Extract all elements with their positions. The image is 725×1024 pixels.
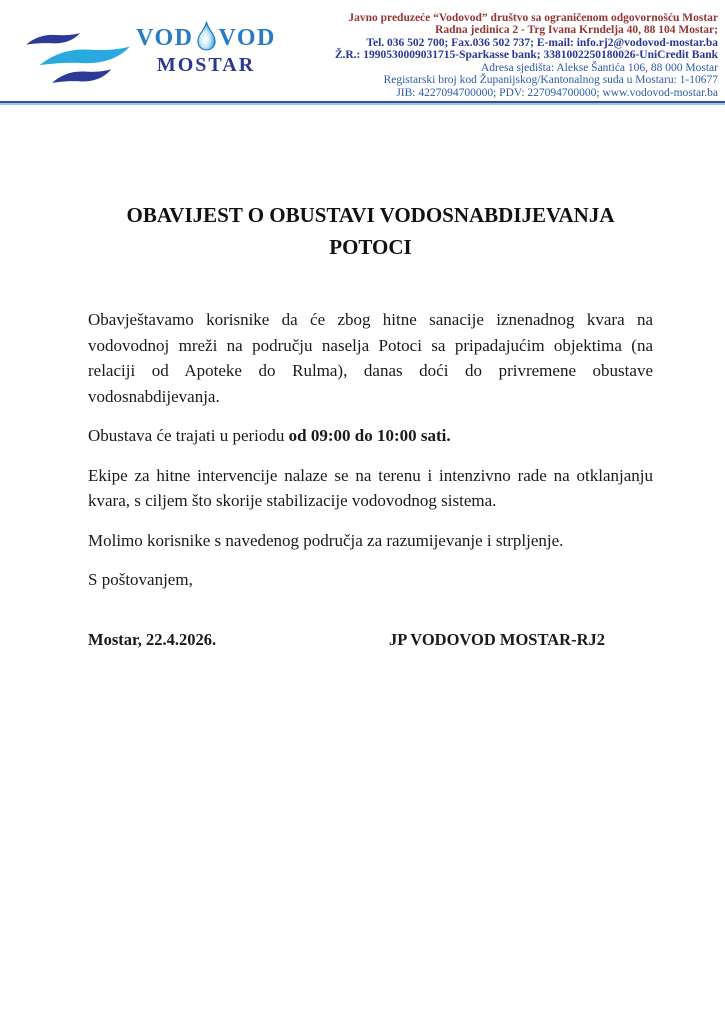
logo-name-suffix: VOD <box>218 25 276 51</box>
logo-city: MOSTAR <box>156 54 256 76</box>
logo-wordmark <box>116 20 296 77</box>
company-line: Tel. 036 502 700; Fax.036 502 737; E-mail: info.rj2@vodovod-mostar.ba <box>366 36 718 49</box>
notice-paragraph-1: Obavještavamo korisnike da će zbog hitne sanacije iznenadnog kvara na vodovodnoj mreži na području naselja Potoci sa pripadajućim objektima (na relaciji od Apoteke do Rulma), danas doći do privremene obustave vodosnabdijevanja. <box>88 310 653 406</box>
water-drop-icon <box>195 20 218 52</box>
closing-salutation: S poštovanjem, <box>88 570 193 589</box>
registry-line: JIB: 4227094700000; PDV: 227094700000; www.vodovod-mostar.ba <box>396 86 718 99</box>
notice-content <box>0 199 725 652</box>
notice-paragraph-4: Molimo korisnike s navedenog područja za razumijevanje i strpljenje. <box>88 530 564 550</box>
signature: JP VODOVOD MOSTAR-RJ2 <box>389 629 605 649</box>
notice-title <box>88 199 653 263</box>
notice-paragraph-3: Ekipe za hitne intervencije nalaze se na terenu i intenzivno rade na otklanjanju kvara, s ciljem što skorije stabilizacije vodovodnog sistema. <box>88 465 653 510</box>
company-logo <box>26 16 301 102</box>
company-info-block <box>335 12 718 99</box>
date-place: Mostar, 22.4.2026. <box>88 629 217 649</box>
notice-paragraph-2 <box>88 423 653 449</box>
paragraph-2-prefix: Obustava će trajati u periodu <box>88 426 289 445</box>
company-line: Radna jedinica 2 - Trg Ivana Krndelja 40, 88 104 Mostar; <box>435 24 718 37</box>
notice-title-line1: OBAVIJEST O OBUSTAVI VODOSNABDIJEVANJA <box>126 203 615 227</box>
notice-title-line2: POTOCI <box>329 235 412 259</box>
logo-name-prefix: VOD <box>136 25 194 51</box>
registry-lines <box>335 62 718 99</box>
registry-line: Adresa sjedišta: Alekse Šantića 106, 88 000 Mostar <box>481 61 718 74</box>
company-line: Ž.R.: 1990530009031715-Sparkasse bank; 3381002250180026-UniCredit Bank <box>334 49 718 62</box>
company-lines <box>335 12 718 62</box>
company-line: Javno preduzeće “Vodovod” društvo sa ograničenom odgovornošću Mostar <box>348 12 718 24</box>
logo-name <box>136 20 276 50</box>
registry-line: Registarski broj kod Županijskog/Kantonalnog suda u Mostaru: 1-10677 <box>383 74 718 87</box>
letterhead <box>0 0 725 101</box>
signature-row <box>88 627 653 653</box>
water-waves-icon <box>26 32 130 90</box>
paragraph-2-bold-period: od 09:00 do 10:00 sati. <box>288 426 451 445</box>
